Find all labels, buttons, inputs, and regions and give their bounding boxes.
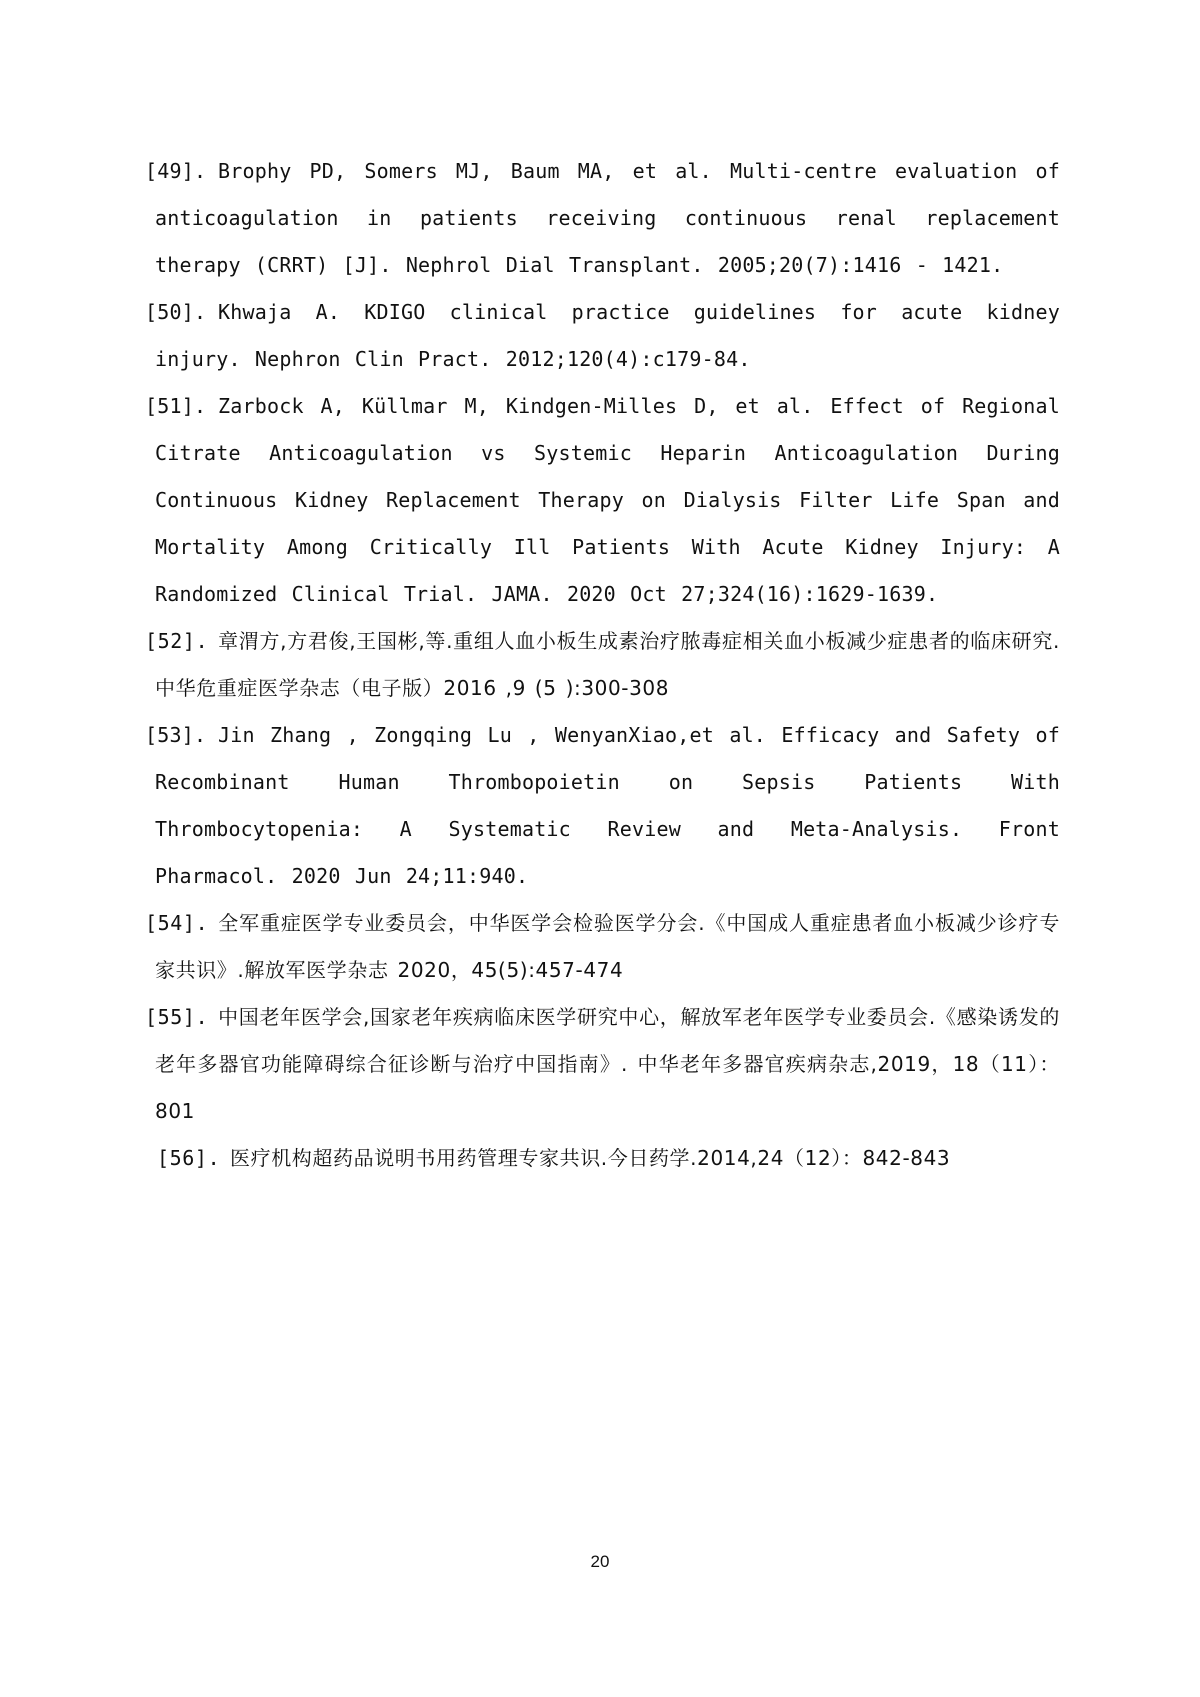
- reference-item-53: [145, 712, 1060, 900]
- reference-item-49: [145, 148, 1060, 289]
- reference-text: 中国老年医学会,国家老年疾病临床医学研究中心，解放军老年医学专业委员会.《感染诱发的老年多器官功能障碍综合征诊断与治疗中国指南》. 中华老年多器官疾病杂志,2019，18（11）：801: [155, 1005, 1060, 1123]
- reference-item-56: [145, 1135, 1060, 1182]
- reference-number: [52].: [145, 629, 209, 653]
- reference-item-51: [145, 383, 1060, 618]
- reference-number: [49].: [145, 159, 207, 183]
- reference-number: [51].: [145, 394, 207, 418]
- reference-text: 医疗机构超药品说明书用药管理专家共识.今日药学.2014,24（12）：842-843: [230, 1146, 951, 1170]
- reference-number: [55].: [145, 1005, 209, 1029]
- reference-text: Brophy PD, Somers MJ, Baum MA, et al. Multi-centre evaluation of anticoagulation in patients receiving continuous renal replacement therapy (CRRT) [J]. Nephrol Dial Transplant. 2005;20(7):1416 - 1421.: [155, 159, 1060, 277]
- reference-item-52: [145, 618, 1060, 712]
- reference-text: Jin Zhang , Zongqing Lu , WenyanXiao,et al. Efficacy and Safety of Recombinant Human Thrombopoietin on Sepsis Patients With Thrombocytopenia: A Systematic Review and Meta-Analysis. Front Pharmacol. 2020 Jun 24;11:940.: [155, 723, 1060, 888]
- reference-number: [50].: [145, 300, 207, 324]
- reference-item-55: [145, 994, 1060, 1135]
- reference-text: Khwaja A. KDIGO clinical practice guidelines for acute kidney injury. Nephron Clin Pract. 2012;120(4):c179-84.: [155, 300, 1060, 371]
- reference-number: [56].: [157, 1146, 221, 1170]
- reference-text: 全军重症医学专业委员会，中华医学会检验医学分会.《中国成人重症患者血小板减少诊疗专家共识》.解放军医学杂志 2020，45(5):457-474: [155, 911, 1060, 982]
- reference-list: [145, 148, 1060, 1182]
- reference-text: 章渭方,方君俊,王国彬,等.重组人血小板生成素治疗脓毒症相关血小板减少症患者的临床研究. 中华危重症医学杂志（电子版）2016 ,9 (5 ):300-308: [155, 629, 1060, 700]
- reference-item-50: [145, 289, 1060, 383]
- reference-text: Zarbock A, Küllmar M, Kindgen-Milles D, et al. Effect of Regional Citrate Anticoagulation vs Systemic Heparin Anticoagulation During Continuous Kidney Replacement Therapy on Dialysis Filter Life Span and Mortality Among Critically Ill Patients With Acute Kidney Injury: A Randomized Clinical Trial. JAMA. 2020 Oct 27;324(16):1629-1639.: [155, 394, 1060, 606]
- reference-number: [53].: [145, 723, 207, 747]
- page-number: 20: [590, 1552, 610, 1571]
- reference-item-54: [145, 900, 1060, 994]
- reference-number: [54].: [145, 911, 209, 935]
